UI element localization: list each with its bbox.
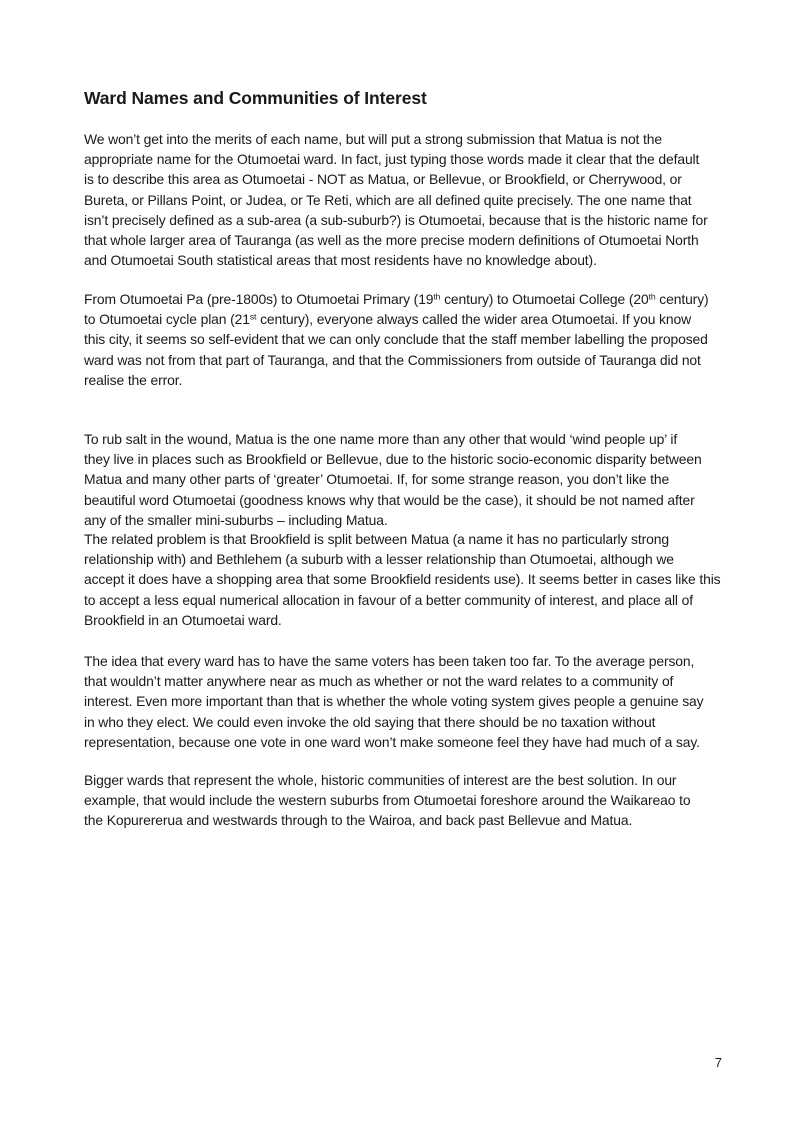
text-line: The related problem is that Brookfield is split between Matua (a name it has no particularly strong <box>84 531 669 547</box>
text-line: The idea that every ward has to have the same voters has been taken too far. To the average person, <box>84 653 695 669</box>
text-line: this city, it seems so self-evident that we can only conclude that the staff member labelling the proposed <box>84 331 708 348</box>
text-line: Bureta, or Pillans Point, or Judea, or Te Reti, which are all defined quite precisely. The one name that <box>84 191 692 208</box>
text-line: To rub salt in the wound, Matua is the one name more than any other that would ‘wind people up’ if <box>84 431 678 447</box>
text-line: relationship with) and Bethlehem (a suburb with a lesser relationship than Otumoetai, although we <box>84 551 674 568</box>
text-line: Brookfield in an Otumoetai ward. <box>84 611 282 628</box>
text-line: accept it does have a shopping area that some Brookfield residents use). It seems better in cases like this <box>84 571 721 588</box>
paragraph-historic-usage <box>84 289 724 390</box>
paragraph-bigger-wards <box>84 770 724 831</box>
text-line: We won’t get into the merits of each name, but will put a strong submission that Matua is not the <box>84 131 662 147</box>
text-line: Matua and many other parts of ‘greater’ Otumoetai. If, for some strange reason, you don’t like the <box>84 471 670 488</box>
paragraph-brookfield-split <box>84 529 724 630</box>
text-line: that wouldn’t matter anywhere near as much as whether or not the ward relates to a community of <box>84 673 674 690</box>
superscript-ordinal: th <box>433 291 441 302</box>
text-line: example, that would include the western suburbs from Otumoetai foreshore around the Waikareao to <box>84 792 691 809</box>
text-line: ward was not from that part of Tauranga, and that the Commissioners from outside of Tauranga did not <box>84 351 701 368</box>
text-line <box>84 289 724 309</box>
text-run: century) <box>655 291 709 307</box>
text-line: beautiful word Otumoetai (goodness knows why that would be the case), it should be not named after <box>84 491 695 508</box>
text-run: century), everyone always called the wider area Otumoetai. If you know <box>256 311 691 328</box>
text-run: From Otumoetai Pa (pre-1800s) to Otumoetai Primary (19 <box>84 291 434 307</box>
text-line: that whole larger area of Tauranga (as well as the more precise modern definitions of Otumoetai North <box>84 232 699 249</box>
text-line: in who they elect. We could even invoke the old saying that there should be no taxation without <box>84 713 656 730</box>
text-line: representation, because one vote in one ward won’t make someone feel they have had much of a say. <box>84 733 700 750</box>
superscript-ordinal: st <box>249 311 257 322</box>
text-line: the Kopurererua and westwards through to the Wairoa, and back past Bellevue and Matua. <box>84 812 633 829</box>
text-line: is to describe this area as Otumoetai - NOT as Matua, or Bellevue, or Brookfield, or Cherrywood, or <box>84 171 682 188</box>
text-line: to accept a less equal numerical allocation in favour of a better community of interest, and place all of <box>84 591 693 608</box>
paragraph-ward-name-argument <box>84 129 724 270</box>
paragraph-matua-disparity <box>84 429 724 530</box>
text-line <box>84 309 724 329</box>
superscript-ordinal: th <box>648 291 656 302</box>
text-line: any of the smaller mini-suburbs – including Matua. <box>84 511 388 528</box>
text-line: realise the error. <box>84 371 183 388</box>
page-number: 7 <box>714 1055 722 1070</box>
text-run: century) to Otumoetai College (20 <box>440 291 649 307</box>
paragraph-equal-voters <box>84 651 724 752</box>
text-line: and Otumoetai South statistical areas that most residents have no knowledge about). <box>84 252 597 269</box>
text-line: they live in places such as Brookfield or Bellevue, due to the historic socio-economic disparity between <box>84 451 702 468</box>
text-line: interest. Even more important than that is whether the whole voting system gives people a genuine say <box>84 693 704 710</box>
text-line: Bigger wards that represent the whole, historic communities of interest are the best solution. In our <box>84 772 677 788</box>
text-run: to Otumoetai cycle plan (21 <box>84 311 250 328</box>
section-heading: Ward Names and Communities of Interest <box>84 88 427 108</box>
text-line: isn’t precisely defined as a sub-area (a sub-suburb?) is Otumoetai, because that is the historic name for <box>84 211 708 228</box>
text-line: appropriate name for the Otumoetai ward. In fact, just typing those words made it clear that the default <box>84 151 700 168</box>
